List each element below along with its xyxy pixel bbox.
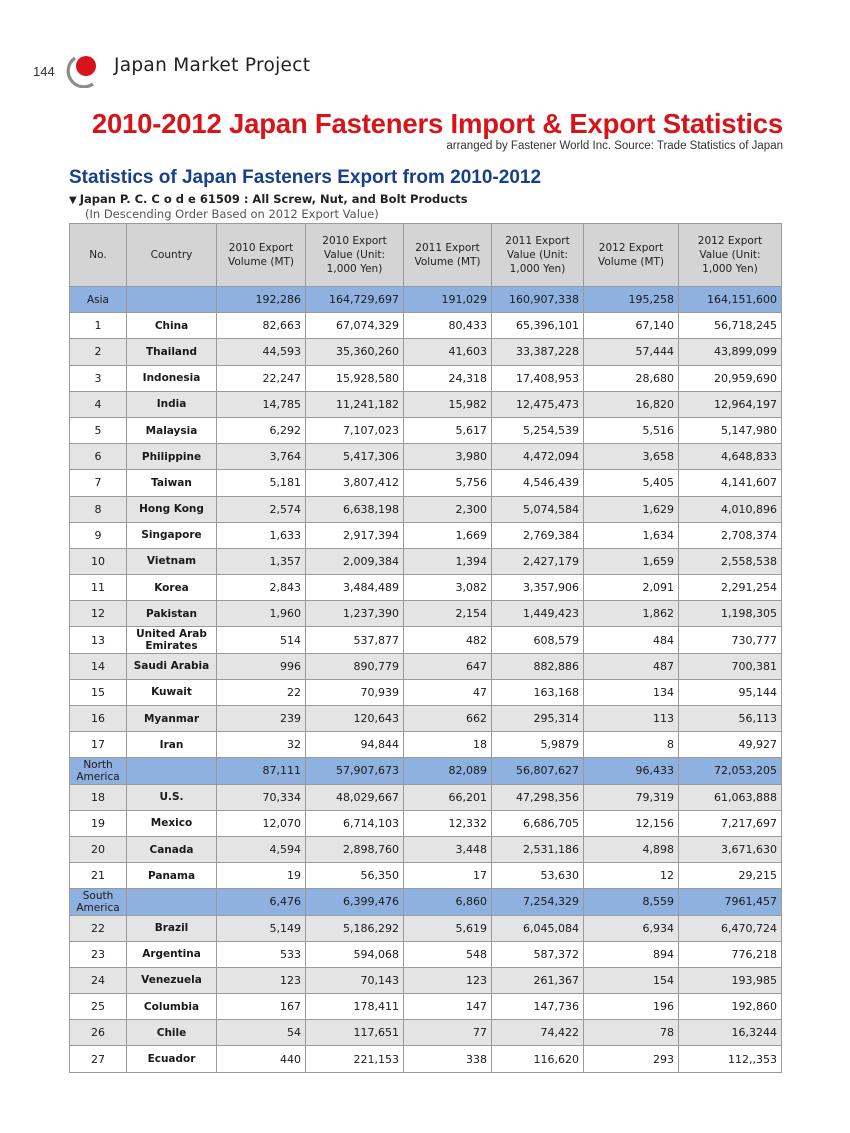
export-volume-cell: 12,070 bbox=[217, 810, 306, 836]
export-value-cell: 3,484,489 bbox=[306, 575, 404, 601]
export-value-cell: 1,449,423 bbox=[492, 601, 584, 627]
export-volume-cell: 5,617 bbox=[404, 417, 492, 443]
row-number-cell: 7 bbox=[70, 470, 127, 496]
export-value-cell: 6,399,476 bbox=[306, 889, 404, 915]
column-header: 2010 Export Volume (MT) bbox=[217, 224, 306, 287]
export-volume-cell: 548 bbox=[404, 941, 492, 967]
export-value-cell: 2,291,254 bbox=[679, 575, 782, 601]
row-number-cell: 8 bbox=[70, 496, 127, 522]
export-volume-cell: 2,300 bbox=[404, 496, 492, 522]
export-volume-cell: 2,154 bbox=[404, 601, 492, 627]
table-row bbox=[70, 339, 782, 365]
column-header: 2011 Export Volume (MT) bbox=[404, 224, 492, 287]
export-volume-cell: 239 bbox=[217, 706, 306, 732]
country-cell: India bbox=[127, 391, 217, 417]
export-volume-cell: 647 bbox=[404, 653, 492, 679]
export-statistics-table bbox=[69, 223, 782, 1073]
export-value-cell: 56,350 bbox=[306, 863, 404, 889]
export-volume-cell: 338 bbox=[404, 1046, 492, 1072]
export-volume-cell: 19 bbox=[217, 863, 306, 889]
export-value-cell: 120,643 bbox=[306, 706, 404, 732]
table-row bbox=[70, 994, 782, 1020]
country-cell: Saudi Arabia bbox=[127, 653, 217, 679]
country-cell: United Arab Emirates bbox=[127, 627, 217, 653]
export-value-cell: 7961,457 bbox=[679, 889, 782, 915]
export-volume-cell: 1,394 bbox=[404, 548, 492, 574]
export-value-cell: 35,360,260 bbox=[306, 339, 404, 365]
export-volume-cell: 78 bbox=[584, 1020, 679, 1046]
country-cell: Panama bbox=[127, 863, 217, 889]
export-value-cell: 112,,353 bbox=[679, 1046, 782, 1072]
export-value-cell: 56,113 bbox=[679, 706, 782, 732]
table-row bbox=[70, 627, 782, 653]
column-header: No. bbox=[70, 224, 127, 287]
table-row bbox=[70, 915, 782, 941]
export-value-cell: 17,408,953 bbox=[492, 365, 584, 391]
export-value-cell: 2,427,179 bbox=[492, 548, 584, 574]
export-volume-cell: 514 bbox=[217, 627, 306, 653]
export-volume-cell: 5,181 bbox=[217, 470, 306, 496]
region-total-row bbox=[70, 758, 782, 784]
export-volume-cell: 28,680 bbox=[584, 365, 679, 391]
country-cell: Taiwan bbox=[127, 470, 217, 496]
export-volume-cell: 5,756 bbox=[404, 470, 492, 496]
table-row bbox=[70, 313, 782, 339]
export-value-cell: 7,217,697 bbox=[679, 810, 782, 836]
country-cell: Philippine bbox=[127, 444, 217, 470]
row-number-cell: 22 bbox=[70, 915, 127, 941]
export-value-cell: 587,372 bbox=[492, 941, 584, 967]
column-header: 2012 Export Value (Unit: 1,000 Yen) bbox=[679, 224, 782, 287]
export-value-cell: 537,877 bbox=[306, 627, 404, 653]
export-value-cell: 29,215 bbox=[679, 863, 782, 889]
table-row bbox=[70, 1020, 782, 1046]
export-volume-cell: 80,433 bbox=[404, 313, 492, 339]
export-volume-cell: 6,860 bbox=[404, 889, 492, 915]
export-volume-cell: 2,574 bbox=[217, 496, 306, 522]
country-cell: Hong Kong bbox=[127, 496, 217, 522]
export-value-cell: 730,777 bbox=[679, 627, 782, 653]
export-value-cell: 12,964,197 bbox=[679, 391, 782, 417]
export-value-cell: 49,927 bbox=[679, 732, 782, 758]
export-volume-cell: 1,357 bbox=[217, 548, 306, 574]
export-volume-cell: 12 bbox=[584, 863, 679, 889]
export-value-cell: 882,886 bbox=[492, 653, 584, 679]
row-number-cell: 12 bbox=[70, 601, 127, 627]
export-value-cell: 178,411 bbox=[306, 994, 404, 1020]
row-number-cell: 9 bbox=[70, 522, 127, 548]
brand-name: Japan Market Project bbox=[114, 55, 311, 76]
table-row bbox=[70, 863, 782, 889]
export-volume-cell: 82,089 bbox=[404, 758, 492, 784]
export-volume-cell: 123 bbox=[404, 967, 492, 993]
row-number-cell: 11 bbox=[70, 575, 127, 601]
export-value-cell: 192,860 bbox=[679, 994, 782, 1020]
export-volume-cell: 662 bbox=[404, 706, 492, 732]
export-value-cell: 594,068 bbox=[306, 941, 404, 967]
column-header: 2010 Export Value (Unit: 1,000 Yen) bbox=[306, 224, 404, 287]
country-cell: Thailand bbox=[127, 339, 217, 365]
export-value-cell: 4,141,607 bbox=[679, 470, 782, 496]
row-number-cell: 21 bbox=[70, 863, 127, 889]
row-number-cell: 16 bbox=[70, 706, 127, 732]
export-value-cell: 20,959,690 bbox=[679, 365, 782, 391]
export-volume-cell: 1,659 bbox=[584, 548, 679, 574]
export-value-cell: 5,417,306 bbox=[306, 444, 404, 470]
country-cell: Canada bbox=[127, 836, 217, 862]
export-volume-cell: 54 bbox=[217, 1020, 306, 1046]
export-value-cell: 116,620 bbox=[492, 1046, 584, 1072]
export-volume-cell: 44,593 bbox=[217, 339, 306, 365]
export-volume-cell: 1,960 bbox=[217, 601, 306, 627]
country-cell: Ecuador bbox=[127, 1046, 217, 1072]
region-name-cell: Asia bbox=[70, 287, 127, 313]
export-value-cell: 7,107,023 bbox=[306, 417, 404, 443]
export-volume-cell: 533 bbox=[217, 941, 306, 967]
table-row bbox=[70, 391, 782, 417]
export-volume-cell: 191,029 bbox=[404, 287, 492, 313]
export-volume-cell: 41,603 bbox=[404, 339, 492, 365]
table-header-row bbox=[70, 224, 782, 287]
export-value-cell: 6,470,724 bbox=[679, 915, 782, 941]
export-value-cell: 43,899,099 bbox=[679, 339, 782, 365]
export-volume-cell: 5,619 bbox=[404, 915, 492, 941]
export-volume-cell: 482 bbox=[404, 627, 492, 653]
row-number-cell: 20 bbox=[70, 836, 127, 862]
product-code-text: Japan P. C. C o d e 61509 : All Screw, Nut, and Bolt Products bbox=[79, 192, 468, 206]
export-value-cell: 16,3244 bbox=[679, 1020, 782, 1046]
country-cell: U.S. bbox=[127, 784, 217, 810]
table-row bbox=[70, 732, 782, 758]
export-volume-cell: 3,764 bbox=[217, 444, 306, 470]
export-value-cell: 56,718,245 bbox=[679, 313, 782, 339]
country-cell: Columbia bbox=[127, 994, 217, 1020]
export-value-cell: 94,844 bbox=[306, 732, 404, 758]
export-value-cell: 163,168 bbox=[492, 679, 584, 705]
export-value-cell: 1,198,305 bbox=[679, 601, 782, 627]
country-cell: Kuwait bbox=[127, 679, 217, 705]
export-value-cell: 67,074,329 bbox=[306, 313, 404, 339]
export-volume-cell: 12,156 bbox=[584, 810, 679, 836]
export-value-cell: 6,638,198 bbox=[306, 496, 404, 522]
export-value-cell: 4,546,439 bbox=[492, 470, 584, 496]
table-row bbox=[70, 548, 782, 574]
brand-logo-icon bbox=[63, 52, 103, 88]
export-value-cell: 6,686,705 bbox=[492, 810, 584, 836]
export-value-cell: 47,298,356 bbox=[492, 784, 584, 810]
row-number-cell: 17 bbox=[70, 732, 127, 758]
row-number-cell: 19 bbox=[70, 810, 127, 836]
row-number-cell: 13 bbox=[70, 627, 127, 653]
row-number-cell: 24 bbox=[70, 967, 127, 993]
export-value-cell: 5,074,584 bbox=[492, 496, 584, 522]
table-row bbox=[70, 836, 782, 862]
export-value-cell: 6,045,084 bbox=[492, 915, 584, 941]
country-cell: Pakistan bbox=[127, 601, 217, 627]
export-volume-cell: 1,669 bbox=[404, 522, 492, 548]
export-volume-cell: 1,633 bbox=[217, 522, 306, 548]
export-value-cell: 33,387,228 bbox=[492, 339, 584, 365]
country-cell: China bbox=[127, 313, 217, 339]
export-volume-cell: 293 bbox=[584, 1046, 679, 1072]
country-cell: Iran bbox=[127, 732, 217, 758]
export-volume-cell: 47 bbox=[404, 679, 492, 705]
export-value-cell: 6,714,103 bbox=[306, 810, 404, 836]
export-volume-cell: 113 bbox=[584, 706, 679, 732]
page-title: 2010-2012 Japan Fasteners Import & Export Statistics bbox=[91, 108, 783, 139]
export-volume-cell: 996 bbox=[217, 653, 306, 679]
export-value-cell: 15,928,580 bbox=[306, 365, 404, 391]
export-volume-cell: 24,318 bbox=[404, 365, 492, 391]
export-volume-cell: 123 bbox=[217, 967, 306, 993]
country-cell bbox=[127, 287, 217, 313]
export-volume-cell: 147 bbox=[404, 994, 492, 1020]
export-volume-cell: 82,663 bbox=[217, 313, 306, 339]
export-volume-cell: 1,862 bbox=[584, 601, 679, 627]
export-value-cell: 11,241,182 bbox=[306, 391, 404, 417]
export-value-cell: 70,939 bbox=[306, 679, 404, 705]
table-row bbox=[70, 967, 782, 993]
export-value-cell: 890,779 bbox=[306, 653, 404, 679]
row-number-cell: 5 bbox=[70, 417, 127, 443]
table-row bbox=[70, 470, 782, 496]
export-value-cell: 3,807,412 bbox=[306, 470, 404, 496]
export-value-cell: 5,9879 bbox=[492, 732, 584, 758]
export-volume-cell: 196 bbox=[584, 994, 679, 1020]
export-volume-cell: 5,405 bbox=[584, 470, 679, 496]
table-row bbox=[70, 706, 782, 732]
export-volume-cell: 195,258 bbox=[584, 287, 679, 313]
export-volume-cell: 57,444 bbox=[584, 339, 679, 365]
export-volume-cell: 87,111 bbox=[217, 758, 306, 784]
country-cell bbox=[127, 758, 217, 784]
export-value-cell: 295,314 bbox=[492, 706, 584, 732]
export-volume-cell: 6,476 bbox=[217, 889, 306, 915]
column-header: 2012 Export Volume (MT) bbox=[584, 224, 679, 287]
export-volume-cell: 3,658 bbox=[584, 444, 679, 470]
table-row bbox=[70, 496, 782, 522]
export-value-cell: 4,472,094 bbox=[492, 444, 584, 470]
export-value-cell: 53,630 bbox=[492, 863, 584, 889]
row-number-cell: 27 bbox=[70, 1046, 127, 1072]
row-number-cell: 1 bbox=[70, 313, 127, 339]
triangle-down-icon: ▼ bbox=[69, 195, 77, 206]
export-volume-cell: 167 bbox=[217, 994, 306, 1020]
table-row bbox=[70, 522, 782, 548]
country-cell bbox=[127, 889, 217, 915]
export-value-cell: 95,144 bbox=[679, 679, 782, 705]
export-value-cell: 61,063,888 bbox=[679, 784, 782, 810]
export-value-cell: 2,558,538 bbox=[679, 548, 782, 574]
export-value-cell: 2,531,186 bbox=[492, 836, 584, 862]
table-row bbox=[70, 575, 782, 601]
export-value-cell: 2,898,760 bbox=[306, 836, 404, 862]
row-number-cell: 15 bbox=[70, 679, 127, 705]
export-value-cell: 2,009,384 bbox=[306, 548, 404, 574]
export-value-cell: 164,729,697 bbox=[306, 287, 404, 313]
row-number-cell: 6 bbox=[70, 444, 127, 470]
table-row bbox=[70, 941, 782, 967]
export-volume-cell: 96,433 bbox=[584, 758, 679, 784]
export-value-cell: 261,367 bbox=[492, 967, 584, 993]
export-value-cell: 2,708,374 bbox=[679, 522, 782, 548]
export-value-cell: 164,151,600 bbox=[679, 287, 782, 313]
export-volume-cell: 3,082 bbox=[404, 575, 492, 601]
export-volume-cell: 487 bbox=[584, 653, 679, 679]
export-volume-cell: 18 bbox=[404, 732, 492, 758]
country-cell: Malaysia bbox=[127, 417, 217, 443]
export-volume-cell: 17 bbox=[404, 863, 492, 889]
export-value-cell: 4,010,896 bbox=[679, 496, 782, 522]
export-volume-cell: 1,634 bbox=[584, 522, 679, 548]
export-value-cell: 4,648,833 bbox=[679, 444, 782, 470]
row-number-cell: 14 bbox=[70, 653, 127, 679]
section-title: Statistics of Japan Fasteners Export from 2010-2012 bbox=[69, 167, 542, 188]
export-volume-cell: 15,982 bbox=[404, 391, 492, 417]
export-value-cell: 56,807,627 bbox=[492, 758, 584, 784]
country-cell: Chile bbox=[127, 1020, 217, 1046]
table-row bbox=[70, 810, 782, 836]
page-number: 144 bbox=[33, 64, 55, 79]
table-row bbox=[70, 1046, 782, 1072]
export-value-cell: 5,147,980 bbox=[679, 417, 782, 443]
export-volume-cell: 77 bbox=[404, 1020, 492, 1046]
country-cell: Venezuela bbox=[127, 967, 217, 993]
source-credit: arranged by Fastener World Inc. Source: Trade Statistics of Japan bbox=[446, 140, 783, 152]
column-header: Country bbox=[127, 224, 217, 287]
export-value-cell: 57,907,673 bbox=[306, 758, 404, 784]
export-volume-cell: 66,201 bbox=[404, 784, 492, 810]
country-cell: Myanmar bbox=[127, 706, 217, 732]
export-value-cell: 72,053,205 bbox=[679, 758, 782, 784]
product-code-line bbox=[69, 192, 468, 206]
export-value-cell: 2,769,384 bbox=[492, 522, 584, 548]
row-number-cell: 10 bbox=[70, 548, 127, 574]
column-header: 2011 Export Value (Unit: 1,000 Yen) bbox=[492, 224, 584, 287]
export-value-cell: 776,218 bbox=[679, 941, 782, 967]
export-value-cell: 3,357,906 bbox=[492, 575, 584, 601]
country-cell: Korea bbox=[127, 575, 217, 601]
export-volume-cell: 154 bbox=[584, 967, 679, 993]
export-value-cell: 147,736 bbox=[492, 994, 584, 1020]
export-volume-cell: 5,149 bbox=[217, 915, 306, 941]
export-value-cell: 160,907,338 bbox=[492, 287, 584, 313]
table-row bbox=[70, 365, 782, 391]
export-volume-cell: 3,980 bbox=[404, 444, 492, 470]
export-volume-cell: 79,319 bbox=[584, 784, 679, 810]
region-name-cell: North America bbox=[70, 758, 127, 784]
export-volume-cell: 4,898 bbox=[584, 836, 679, 862]
export-volume-cell: 14,785 bbox=[217, 391, 306, 417]
export-value-cell: 65,396,101 bbox=[492, 313, 584, 339]
export-volume-cell: 22 bbox=[217, 679, 306, 705]
row-number-cell: 25 bbox=[70, 994, 127, 1020]
region-name-cell: South America bbox=[70, 889, 127, 915]
export-volume-cell: 134 bbox=[584, 679, 679, 705]
row-number-cell: 18 bbox=[70, 784, 127, 810]
country-cell: Indonesia bbox=[127, 365, 217, 391]
table-row bbox=[70, 784, 782, 810]
export-value-cell: 74,422 bbox=[492, 1020, 584, 1046]
table-row bbox=[70, 417, 782, 443]
export-volume-cell: 440 bbox=[217, 1046, 306, 1072]
export-value-cell: 117,651 bbox=[306, 1020, 404, 1046]
export-value-cell: 5,186,292 bbox=[306, 915, 404, 941]
export-volume-cell: 8 bbox=[584, 732, 679, 758]
export-value-cell: 2,917,394 bbox=[306, 522, 404, 548]
export-volume-cell: 12,332 bbox=[404, 810, 492, 836]
row-number-cell: 4 bbox=[70, 391, 127, 417]
export-value-cell: 193,985 bbox=[679, 967, 782, 993]
table-row bbox=[70, 601, 782, 627]
export-volume-cell: 67,140 bbox=[584, 313, 679, 339]
sort-note: (In Descending Order Based on 2012 Export Value) bbox=[85, 207, 379, 221]
export-value-cell: 5,254,539 bbox=[492, 417, 584, 443]
export-volume-cell: 192,286 bbox=[217, 287, 306, 313]
export-volume-cell: 1,629 bbox=[584, 496, 679, 522]
export-volume-cell: 4,594 bbox=[217, 836, 306, 862]
export-value-cell: 7,254,329 bbox=[492, 889, 584, 915]
export-volume-cell: 32 bbox=[217, 732, 306, 758]
export-value-cell: 70,143 bbox=[306, 967, 404, 993]
region-total-row bbox=[70, 889, 782, 915]
export-volume-cell: 2,091 bbox=[584, 575, 679, 601]
row-number-cell: 23 bbox=[70, 941, 127, 967]
row-number-cell: 3 bbox=[70, 365, 127, 391]
export-volume-cell: 6,292 bbox=[217, 417, 306, 443]
row-number-cell: 2 bbox=[70, 339, 127, 365]
export-volume-cell: 894 bbox=[584, 941, 679, 967]
export-volume-cell: 484 bbox=[584, 627, 679, 653]
country-cell: Vietnam bbox=[127, 548, 217, 574]
export-value-cell: 700,381 bbox=[679, 653, 782, 679]
export-volume-cell: 16,820 bbox=[584, 391, 679, 417]
country-cell: Argentina bbox=[127, 941, 217, 967]
export-value-cell: 48,029,667 bbox=[306, 784, 404, 810]
export-value-cell: 12,475,473 bbox=[492, 391, 584, 417]
region-total-row bbox=[70, 287, 782, 313]
export-volume-cell: 70,334 bbox=[217, 784, 306, 810]
country-cell: Mexico bbox=[127, 810, 217, 836]
export-value-cell: 1,237,390 bbox=[306, 601, 404, 627]
export-volume-cell: 8,559 bbox=[584, 889, 679, 915]
export-volume-cell: 3,448 bbox=[404, 836, 492, 862]
table-row bbox=[70, 679, 782, 705]
export-value-cell: 221,153 bbox=[306, 1046, 404, 1072]
export-volume-cell: 22,247 bbox=[217, 365, 306, 391]
export-volume-cell: 2,843 bbox=[217, 575, 306, 601]
table-row bbox=[70, 653, 782, 679]
export-volume-cell: 5,516 bbox=[584, 417, 679, 443]
country-cell: Singapore bbox=[127, 522, 217, 548]
row-number-cell: 26 bbox=[70, 1020, 127, 1046]
export-value-cell: 3,671,630 bbox=[679, 836, 782, 862]
country-cell: Brazil bbox=[127, 915, 217, 941]
export-value-cell: 608,579 bbox=[492, 627, 584, 653]
export-volume-cell: 6,934 bbox=[584, 915, 679, 941]
table-row bbox=[70, 444, 782, 470]
